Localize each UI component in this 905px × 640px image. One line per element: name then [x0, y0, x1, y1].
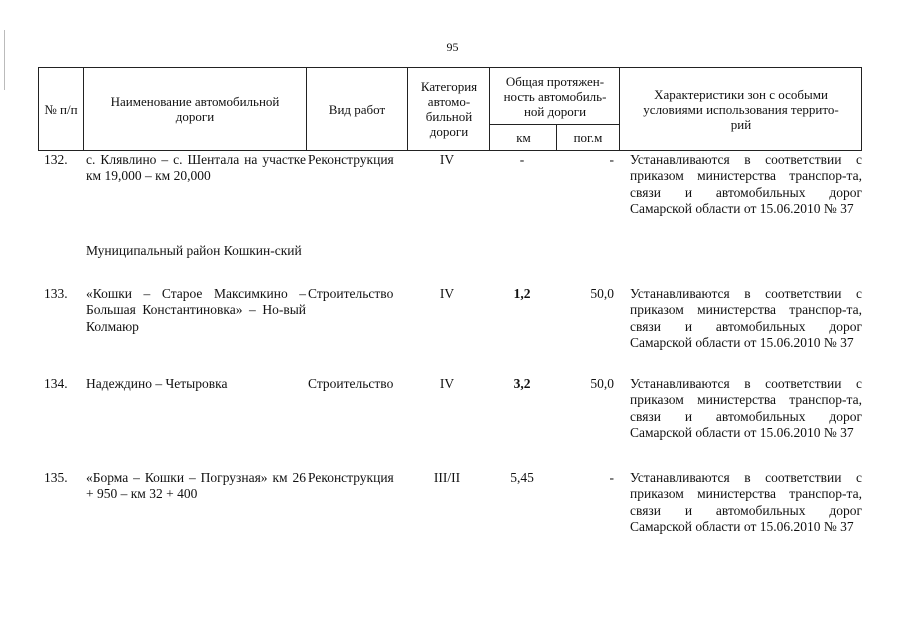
work-type: Строительство	[308, 376, 394, 391]
col-divider	[407, 68, 408, 150]
road-name: с. Клявлино – с. Шентала на участке км 19,000 – км 20,000	[86, 152, 306, 184]
header-characteristics: Характеристики зон с особыми условиями использования террито-рий	[643, 86, 839, 132]
length-km: 5,45	[510, 470, 534, 485]
length-km: 1,2	[513, 286, 531, 301]
col-divider	[489, 68, 490, 150]
length-pm: -	[609, 470, 614, 485]
road-category: IV	[439, 286, 455, 301]
length-km: -	[519, 152, 525, 167]
zone-characteristics: Устанавливаются в соответствии с приказом министерства транспор-та, связи и автомобильных дорог Самарской области от 15.06.2010 № 37	[630, 470, 862, 534]
margin-mark	[4, 30, 6, 90]
table-header	[38, 67, 862, 151]
page-number: 95	[446, 40, 459, 54]
col-divider	[619, 68, 620, 150]
work-type: Реконструкция	[308, 152, 394, 167]
work-type: Реконструкция	[308, 470, 394, 485]
header-name: Наименование автомобильной дороги	[110, 94, 280, 124]
header-km: км	[516, 130, 531, 145]
road-name: Надеждино – Четыровка	[86, 376, 228, 391]
row-number: 134.	[44, 376, 68, 391]
zone-characteristics: Устанавливаются в соответствии с приказом министерства транспор-та, связи и автомобильных дорог Самарской области от 15.06.2010 № 37	[630, 152, 862, 216]
row-number: 133.	[44, 286, 68, 301]
length-pm: 50,0	[590, 286, 614, 301]
zone-characteristics: Устанавливаются в соответствии с приказом министерства транспор-та, связи и автомобильных дорог Самарской области от 15.06.2010 № 37	[630, 376, 862, 440]
road-category: III/II	[433, 470, 461, 485]
header-category: Категория автомо-бильной дороги	[420, 79, 478, 139]
length-pm: -	[609, 152, 614, 167]
length-km: 3,2	[513, 376, 531, 391]
road-name: «Кошки – Старое Максимкино – Большая Константиновка» – Но-вый Колмаюр	[86, 286, 306, 334]
header-num: № п/п	[44, 101, 78, 117]
road-category: IV	[439, 376, 455, 391]
header-length: Общая протяжен-ность автомобиль-ной дороги	[503, 73, 607, 119]
col-divider	[83, 68, 84, 150]
road-category: IV	[439, 152, 455, 167]
work-type: Строительство	[308, 286, 394, 301]
row-number: 135.	[44, 470, 68, 485]
district-heading: Муниципальный район Кошкин-ский	[86, 243, 302, 258]
zone-characteristics: Устанавливаются в соответствии с приказом министерства транспор-та, связи и автомобильных дорог Самарской области от 15.06.2010 № 37	[630, 286, 862, 350]
road-name: «Борма – Кошки – Погрузная» км 26 + 950 – км 32 + 400	[86, 470, 306, 502]
header-pm: пог.м	[573, 130, 603, 145]
header-work: Вид работ	[328, 101, 386, 117]
row-number: 132.	[44, 152, 68, 167]
length-pm: 50,0	[590, 376, 614, 391]
